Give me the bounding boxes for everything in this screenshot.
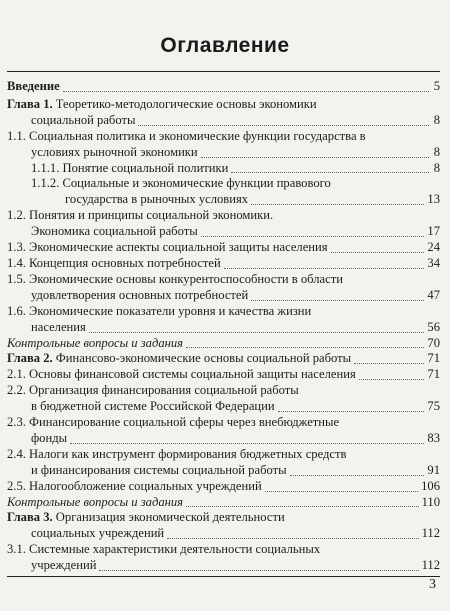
toc-entry-text: и финансирования системы социальной работы (31, 462, 287, 477)
toc-page-number: 91 (427, 462, 440, 477)
toc-entry-text: 1.1.1. Понятие социальной политики (31, 160, 229, 175)
toc-entry-text: Экономика социальной работы (31, 224, 198, 239)
toc-page-number: 71 (427, 367, 440, 382)
toc-entry-1-1[interactable] (7, 129, 440, 161)
toc-entry-text: государства в рыночных условиях (65, 192, 249, 207)
toc-entry-text: социальной работы (31, 112, 136, 127)
toc-entry-text: 1.1. Социальная политика и экономические функции государства в (7, 128, 366, 143)
toc-page-number: 17 (427, 224, 440, 239)
toc-entry-text: в бюджетной системе Российской Федерации (31, 399, 275, 414)
toc-page-number: 34 (427, 255, 440, 270)
toc-entry-1-1-1[interactable] (7, 161, 440, 177)
toc-entry-text: Теоретико-методологические основы экономики (52, 96, 317, 111)
toc-entry-2-5[interactable] (7, 479, 440, 495)
page-number: 3 (429, 577, 436, 592)
toc-entry-text: Контрольные вопросы и задания (7, 335, 184, 350)
toc-entry-text: 1.5. Экономические основы конкурентоспособности в области (7, 271, 343, 286)
toc-entry-text: Введение (7, 79, 60, 93)
toc-entry-text: Финансово-экономические основы социальной работы (52, 351, 352, 366)
toc-entry-1-6[interactable] (7, 304, 440, 336)
toc-page-number: 106 (421, 478, 440, 493)
toc-entry-text: 1.1.2. Социальные и экономические функции правового (31, 176, 331, 191)
toc-entry-text: удовлетворения основных потребностей (31, 287, 249, 302)
toc-page-number: 13 (427, 192, 440, 207)
toc-entry-review-questions-2[interactable] (7, 495, 440, 511)
toc-entry-2-3[interactable] (7, 415, 440, 447)
toc-entry-text: 3.1. Системные характеристики деятельности социальных (7, 542, 321, 557)
toc-page-number: 112 (421, 558, 440, 573)
toc-entry-1-1-2[interactable] (7, 176, 440, 208)
toc-page-number: 71 (427, 351, 440, 366)
toc-page-number: 8 (433, 160, 440, 175)
toc-page-number: 5 (433, 79, 440, 93)
top-rule (7, 71, 440, 72)
toc-entry-text: социальных учреждений (31, 526, 165, 541)
toc-entry-1-5[interactable] (7, 272, 440, 304)
toc-entry-text: Организация экономической деятельности (52, 510, 285, 525)
table-of-contents (7, 79, 440, 574)
toc-page-number: 8 (433, 144, 440, 159)
toc-page-number: 24 (427, 240, 440, 255)
toc-entry-text: 2.3. Финансирование социальной сферы через внебюджетные (7, 415, 340, 430)
toc-page-number: 56 (427, 319, 440, 334)
toc-entry-text: 1.4. Концепция основных потребностей (7, 255, 221, 270)
toc-entry-text: Контрольные вопросы и задания (7, 494, 184, 509)
toc-entry-text: 1.2. Понятия и принципы социальной экономики. (7, 208, 274, 223)
toc-entry-1-2[interactable] (7, 208, 440, 240)
toc-entry-2-2[interactable] (7, 383, 440, 415)
page-title: Оглавление (160, 34, 290, 57)
toc-entry-chapter-1[interactable]: Глава 1. Теоретико-методологические основы экономики социальной работы 8 (7, 96, 440, 127)
toc-entry-1-3[interactable] (7, 240, 440, 256)
toc-entry-review-questions-1[interactable] (7, 336, 440, 352)
toc-entry-text: фонды (31, 430, 68, 445)
toc-entry-chapter-2[interactable]: Глава 2. Финансово-экономические основы социальной работы 71 (7, 351, 440, 366)
bottom-rule (7, 576, 440, 577)
toc-page-number: 112 (421, 526, 440, 541)
toc-entry-text: 2.5. Налогообложение социальных учреждений (7, 478, 262, 493)
toc-entry-text: 2.4. Налоги как инструмент формирования бюджетных средств (7, 446, 347, 461)
toc-entry-2-4[interactable] (7, 447, 440, 479)
toc-entry-text: 1.3. Экономические аспекты социальной защиты населения (7, 240, 328, 255)
toc-page-number: 70 (427, 335, 440, 350)
toc-entry-text: 1.6. Экономические показатели уровня и качества жизни (7, 303, 312, 318)
toc-page-number: 83 (427, 430, 440, 445)
toc-entry-text: условиях рыночной экономики (31, 144, 198, 159)
toc-entry-text: населения (31, 319, 86, 334)
toc-entry-2-1[interactable] (7, 367, 440, 383)
toc-entry-3-1[interactable] (7, 542, 440, 574)
toc-entry-introduction[interactable] (7, 79, 440, 95)
toc-entry-text: учреждений (31, 558, 97, 573)
toc-entry-text: 2.2. Организация финансирования социальной работы (7, 383, 299, 398)
toc-page-number: 8 (433, 112, 440, 127)
toc-entry-chapter-3[interactable]: Глава 3. Организация экономической деятельности социальных учреждений 112 (7, 510, 440, 541)
toc-entry-text: 2.1. Основы финансовой системы социальной защиты населения (7, 367, 356, 382)
toc-entry-1-4[interactable] (7, 256, 440, 272)
toc-page-number: 47 (427, 287, 440, 302)
toc-page-number: 75 (427, 399, 440, 414)
toc-page-number: 110 (421, 494, 440, 509)
